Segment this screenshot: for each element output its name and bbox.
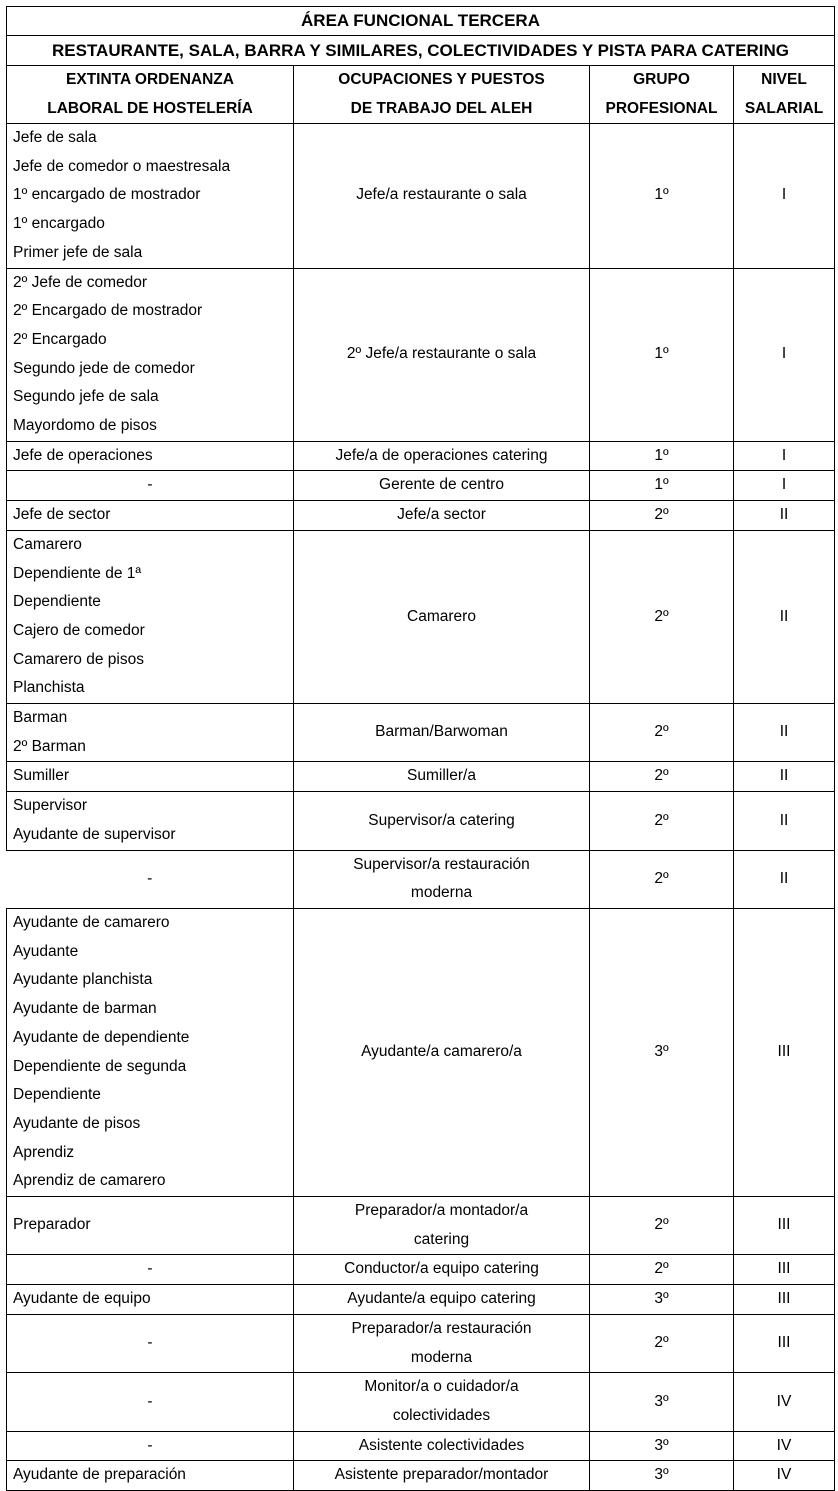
cell-group: 3º [590,1431,734,1461]
old-category: - [147,1334,153,1352]
header-row [7,66,835,124]
cell-occupation [294,792,590,850]
old-category: Cajero de comedor [13,621,145,639]
cell-old-ordinance [7,1285,294,1315]
old-category: 1º encargado de mostrador [13,186,201,204]
occupation-line: moderna [410,884,473,902]
occupation-line: 2º Jefe/a restaurante o sala [346,345,537,363]
cell-old-ordinance [7,908,294,1196]
old-category: Jefe de sala [13,129,97,146]
old-category: 2º Barman [13,737,86,755]
cell-old-ordinance [7,792,294,850]
occupation-line: Sumiller/a [407,767,476,785]
cell-level: II [734,792,835,850]
header-occupations [294,66,590,124]
cell-group: 2º [590,704,734,762]
occupation-line: Ayudante/a equipo catering [347,1290,536,1308]
cell-occupation [294,1255,590,1285]
occupation-line: Conductor/a equipo catering [344,1260,539,1278]
cell-group: 3º [590,908,734,1196]
old-category: - [147,1436,153,1454]
cell-old-ordinance [7,1255,294,1285]
table-row [7,850,835,908]
old-category: Jefe de sector [13,506,111,524]
table-row [7,908,835,1196]
cell-old-ordinance [7,1431,294,1461]
cell-old-ordinance [7,850,294,908]
header-level [734,66,835,124]
header-old-ordinance [7,66,294,124]
header-line: NIVEL [761,71,807,88]
cell-level: IV [734,1373,835,1431]
cell-group: 2º [590,792,734,850]
old-category: Segundo jefe de sala [13,388,159,406]
old-category: Preparador [13,1216,91,1234]
table-row [7,704,835,762]
old-category: Ayudante de dependiente [13,1028,190,1046]
header-line: SALARIAL [744,99,824,117]
table-row [7,124,835,269]
cell-group: 2º [590,1255,734,1285]
occupation-line: Monitor/a o cuidador/a [364,1378,519,1396]
occupation-line: moderna [410,1348,473,1366]
occupation-line: Jefe/a sector [397,506,486,524]
cell-occupation [294,1197,590,1255]
old-category: Jefe de comedor o maestresala [13,157,231,175]
occupation-line: Ayudante/a camarero/a [361,1043,522,1061]
table-row [7,441,835,471]
cell-old-ordinance [7,501,294,531]
cell-level: III [734,1314,835,1372]
table-row [7,1197,835,1255]
occupation-line: Asistente preparador/montador [334,1466,549,1484]
old-category: Planchista [13,679,85,697]
old-category: Ayudante de pisos [13,1114,141,1132]
cell-level: III [734,908,835,1196]
cell-level: III [734,1255,835,1285]
old-category: Ayudante de camarero [13,913,170,931]
old-category: Supervisor [13,797,88,815]
old-category: - [147,1392,153,1410]
cell-level: I [734,124,835,269]
old-category: 1º encargado [13,215,105,233]
cell-level: II [734,530,835,703]
cell-level: IV [734,1461,835,1491]
cell-group: 3º [590,1461,734,1491]
cell-old-ordinance [7,1373,294,1431]
table-row [7,1431,835,1461]
cell-occupation [294,441,590,471]
cell-old-ordinance [7,1197,294,1255]
cell-old-ordinance [7,762,294,792]
cell-occupation [294,268,590,441]
cell-level: II [734,762,835,792]
old-category: 2º Jefe de comedor [13,273,148,291]
occupation-line: Asistente colectividades [358,1436,525,1454]
cell-group: 2º [590,530,734,703]
occupation-line: Gerente de centro [379,476,504,494]
cell-group: 2º [590,1197,734,1255]
table-row [7,1314,835,1372]
occupation-line: Barman/Barwoman [375,723,508,741]
occupation-line: Jefe/a restaurante o sala [356,186,527,204]
occupations-table [6,6,835,1491]
header-line: DE TRABAJO DEL ALEH [350,99,533,117]
table-row [7,471,835,501]
cell-level: IV [734,1431,835,1461]
cell-occupation [294,908,590,1196]
cell-occupation [294,1285,590,1315]
cell-level: III [734,1285,835,1315]
occupation-line: colectividades [392,1406,491,1424]
table-row [7,762,835,792]
table-row [7,501,835,531]
cell-old-ordinance [7,441,294,471]
old-category: Dependiente de segunda [13,1057,187,1075]
cell-occupation [294,471,590,501]
cell-occupation [294,124,590,269]
old-category: Ayudante de preparación [13,1466,186,1484]
cell-old-ordinance [7,268,294,441]
cell-occupation [294,1461,590,1491]
table-title: ÁREA FUNCIONAL TERCERA [7,7,835,36]
old-category: Aprendiz [13,1143,75,1161]
old-category: Mayordomo de pisos [13,417,157,435]
cell-level: I [734,471,835,501]
old-category: Segundo jede de comedor [13,359,195,377]
cell-old-ordinance [7,704,294,762]
cell-level: III [734,1197,835,1255]
old-category: Ayudante de barman [13,1000,157,1018]
cell-group: 1º [590,124,734,269]
cell-group: 2º [590,762,734,792]
table-row [7,1285,835,1315]
table-row [7,1255,835,1285]
table-row [7,268,835,441]
cell-group: 2º [590,501,734,531]
cell-group: 1º [590,268,734,441]
header-line: EXTINTA ORDENANZA [66,71,234,88]
old-category: Camarero [13,535,82,553]
cell-level: II [734,850,835,908]
cell-old-ordinance [7,530,294,703]
cell-group: 3º [590,1285,734,1315]
cell-group: 2º [590,850,734,908]
old-category: Aprendiz de camarero [13,1172,166,1190]
old-category: - [147,869,153,887]
cell-occupation [294,762,590,792]
occupation-line: Jefe/a de operaciones catering [335,446,548,464]
cell-occupation [294,1373,590,1431]
cell-old-ordinance [7,124,294,269]
old-category: - [147,476,153,494]
old-category: Camarero de pisos [13,650,144,668]
cell-level: II [734,501,835,531]
occupation-line: Preparador/a montador/a [354,1202,529,1220]
cell-occupation [294,704,590,762]
cell-level: I [734,268,835,441]
cell-old-ordinance [7,1314,294,1372]
old-category: Ayudante de supervisor [13,825,176,843]
old-category: Dependiente [13,1086,101,1104]
header-line: GRUPO [633,71,690,88]
cell-level: I [734,441,835,471]
header-line: LABORAL DE HOSTELERÍA [47,99,253,117]
table-row [7,792,835,850]
cell-occupation [294,530,590,703]
cell-occupation [294,1314,590,1372]
table-subtitle: RESTAURANTE, SALA, BARRA Y SIMILARES, COLECTIVIDADES Y PISTA PARA CATERING [7,36,835,66]
old-category: Ayudante planchista [13,971,153,989]
cell-old-ordinance [7,1461,294,1491]
cell-occupation [294,501,590,531]
occupation-line: Camarero [407,607,476,625]
cell-level: II [734,704,835,762]
occupation-line: catering [413,1230,470,1248]
old-category: Dependiente de 1ª [13,564,142,582]
table-row [7,1373,835,1431]
occupation-line: Preparador/a restauración [351,1319,532,1337]
old-category: Ayudante [13,942,79,960]
old-category: Ayudante de equipo [13,1290,151,1308]
cell-group: 1º [590,471,734,501]
old-category: 2º Encargado de mostrador [13,302,203,320]
old-category: 2º Encargado [13,330,107,348]
header-line: OCUPACIONES Y PUESTOS [338,71,545,88]
table-row [7,1461,835,1491]
cell-group: 1º [590,441,734,471]
cell-occupation [294,850,590,908]
old-category: Jefe de operaciones [13,446,153,464]
header-group [590,66,734,124]
old-category: Sumiller [13,767,69,785]
cell-group: 2º [590,1314,734,1372]
old-category: Primer jefe de sala [13,243,143,261]
old-category: Dependiente [13,593,101,611]
cell-old-ordinance [7,471,294,501]
occupation-line: Supervisor/a catering [368,811,515,829]
cell-group: 3º [590,1373,734,1431]
old-category: Barman [13,709,68,727]
header-line: PROFESIONAL [605,99,718,117]
table-row [7,530,835,703]
cell-occupation [294,1431,590,1461]
old-category: - [147,1260,153,1278]
occupation-line: Supervisor/a restauración [353,855,530,873]
